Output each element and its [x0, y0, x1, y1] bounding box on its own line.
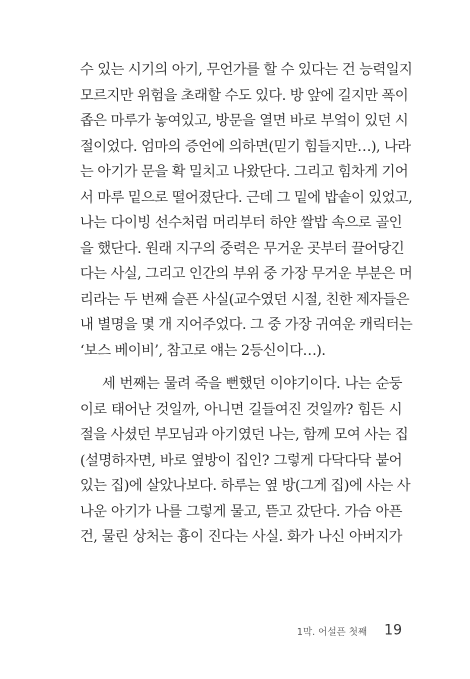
text-line: 절을 사셨던 부모님과 아기였던 나는, 함께 모여 사는 집 [80, 427, 409, 443]
paragraph-gap [80, 364, 402, 372]
text-line: 서 마루 밑으로 떨어졌단다. 근데 그 밑에 밥솥이 있었고, [80, 189, 413, 206]
text-line: 다는 사실, 그리고 인간의 부위 중 가장 무거운 부분은 머 [80, 266, 413, 282]
text-line: 나운 아기가 나를 그렇게 물고, 뜯고 갔단다. 가슴 아픈 [80, 503, 402, 520]
text-line: (설명하자면, 바로 옆방이 집인? 그렇게 다닥다닥 붙어 [80, 452, 402, 469]
text-line: 건, 물린 상처는 흉이 진다는 사실. 화가 나신 아버지가 [80, 529, 402, 545]
page-number: 19 [384, 622, 402, 639]
text-line: 이로 태어난 것일까, 아니면 길들여진 것일까? 힘든 시 [80, 401, 402, 418]
text-line: 수 있는 시기의 아기, 무언가를 할 수 있다는 건 능력일지 [80, 62, 413, 78]
body-text [80, 58, 413, 551]
text-line: ‘보스 베이비’, 참고로 얘는 2등신이다…). [80, 342, 326, 359]
paragraph-1 [80, 58, 413, 364]
text-line: 절이었다. 엄마의 증언에 의하면(믿기 힘들지만…), 나라 [80, 138, 411, 155]
text-line: 는 아기가 문을 확 밀치고 나왔단다. 그리고 힘차게 기어 [80, 164, 409, 180]
text-line: 나는 다이빙 선수처럼 머리부터 하얀 쌀밥 속으로 골인 [80, 215, 402, 231]
text-line: 세 번째는 물려 죽을 뻔했던 이야기이다. 나는 순둥 [102, 376, 402, 392]
text-line: 모르지만 위험을 초래할 수도 있다. 방 앞에 길지만 폭이 [80, 87, 409, 104]
text-line: 좁은 마루가 놓여있고, 방문을 열면 바로 부엌이 있던 시 [80, 113, 409, 129]
text-line: 리라는 두 번째 슬픈 사실(교수였던 시절, 친한 제자들은 [80, 291, 410, 308]
paragraph-2 [80, 372, 411, 551]
text-line: 있는 집)에 살았나보다. 하루는 옆 방(그게 집)에 사는 사 [80, 478, 411, 494]
page-footer [0, 620, 402, 639]
running-title: 1막. 어설픈 첫째 [296, 626, 368, 638]
text-line: 내 별명을 몇 개 지어주었다. 그 중 가장 귀여운 캐릭터는 [80, 317, 413, 333]
text-line: 을 했단다. 원래 지구의 중력은 무거운 곳부터 끌어당긴 [80, 240, 405, 257]
